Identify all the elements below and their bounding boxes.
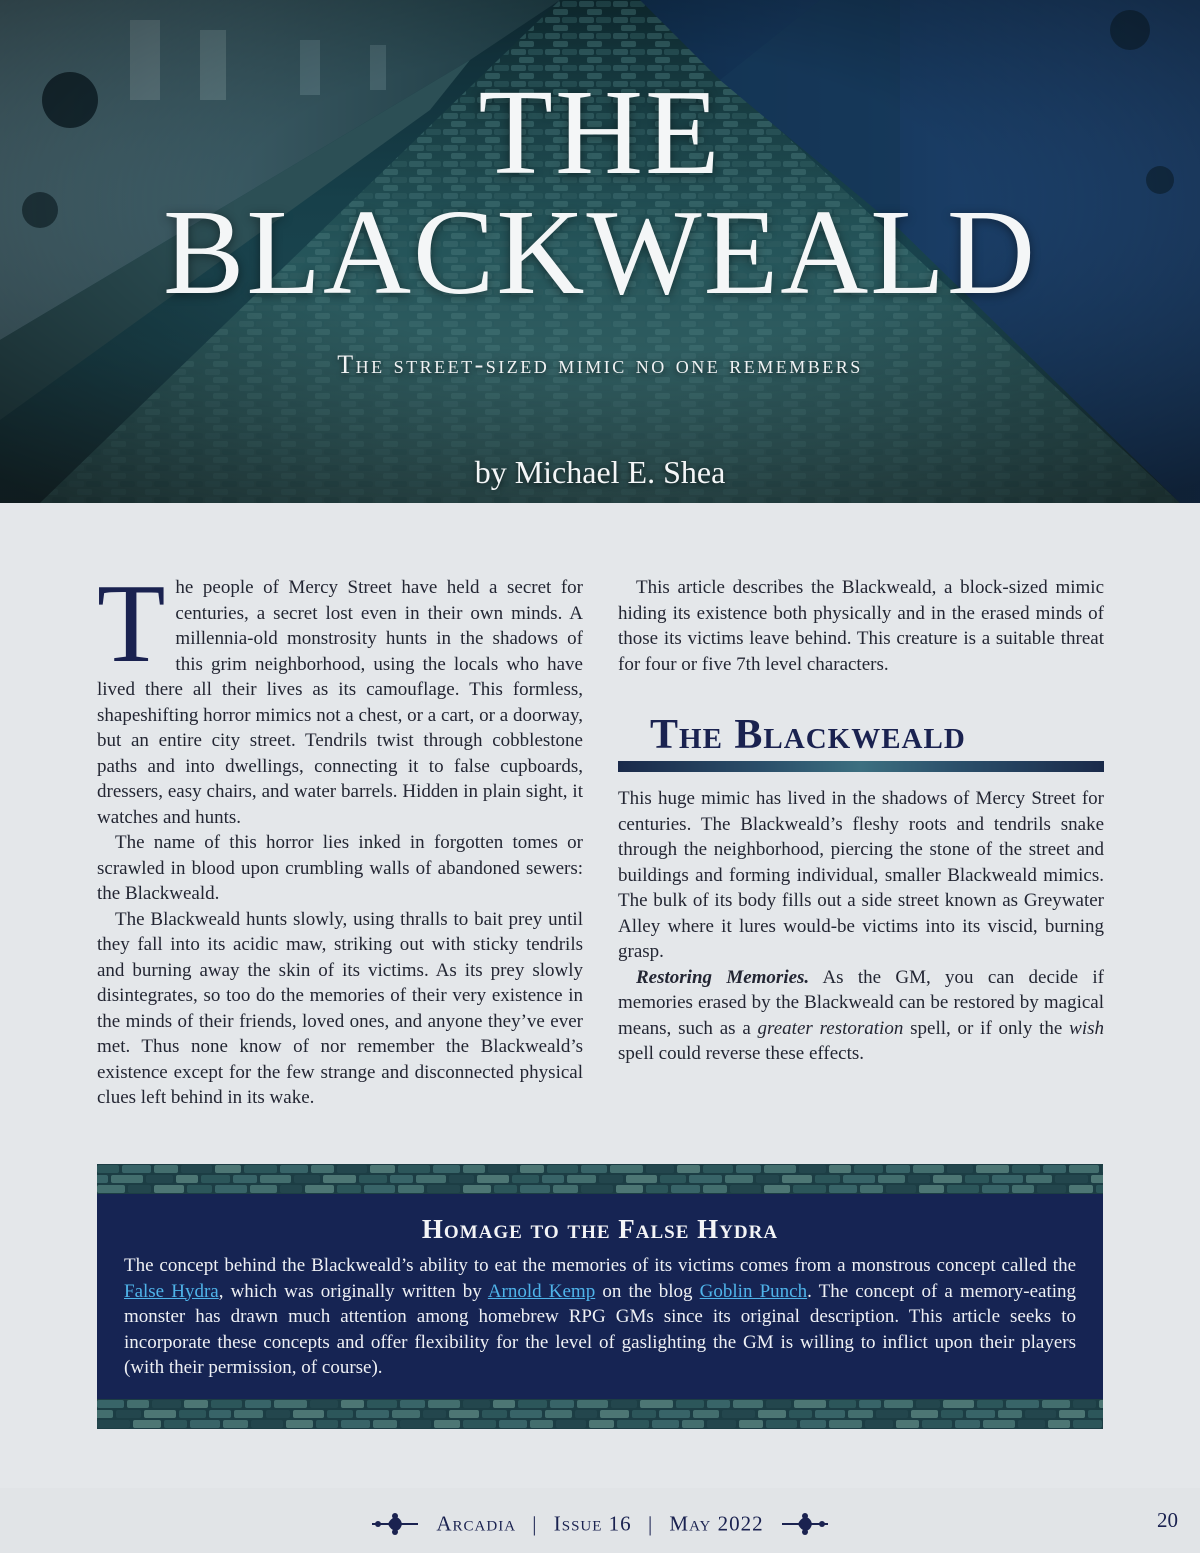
spell-greater-restoration: greater restoration (757, 1017, 904, 1039)
sidebar-box (97, 1164, 1103, 1429)
fleur-ornament-left-icon (370, 1511, 420, 1537)
link-false-hydra[interactable]: False Hydra (124, 1280, 219, 1302)
drop-cap: T (97, 562, 166, 686)
article-description: This article describes the Blackweald, a block-sized mimic hiding its existence both physically and in the erased minds of those its victims leave behind. This creature is a suitable threat for four or five 7th level characters. (618, 577, 1104, 675)
paragraph-hunting: The Blackweald hunts slowly, using thralls to bait prey until they fall into its acidic maw, striking out with sticky tendrils and burning away the skin of its victims. As its prey slowly disintegrates, so too do the memories of their very existence in the minds of their friends, loved ones, and anyone they’ve ever met. Thus none know of nor remember the Blackweald’s existence except for the few strange and disconnected physical clues left behind in its wake. (97, 908, 583, 1108)
fleur-ornament-right-icon (780, 1511, 830, 1537)
hero-banner (0, 0, 1200, 503)
page-footer (0, 1488, 1200, 1553)
section-heading: The Blackweald (650, 712, 966, 758)
magazine-name: Arcadia (436, 1511, 517, 1536)
issue-number: Issue 16 (553, 1511, 632, 1536)
stone-texture-bottom (97, 1399, 1103, 1429)
right-column (618, 575, 1104, 1067)
paragraph-restoring-memories (618, 965, 1104, 1067)
restoring-text-b: spell, or if only the (903, 1017, 1070, 1039)
restoring-text-c: spell could reverse these effects. (618, 1043, 865, 1064)
sidebar-text-4: . The concept of a memory-eating monster has drawn much attention among homebrew RPG GMs since its original description. This article seeks to incorporate these concepts and offer flexibility for the level of gaslighting the GM is willing to inflict upon their players (with their permission, of course). (124, 1280, 1077, 1378)
stone-texture-top (97, 1164, 1103, 1194)
page-number: 20 (1157, 1508, 1178, 1532)
issue-date: May 2022 (669, 1511, 764, 1536)
footer-info (0, 1510, 1200, 1537)
sidebar-text-3: on the blog (595, 1280, 700, 1302)
restoring-text-a: As the GM, you can decide if memories erased by the Blackweald can be restored by magical means, such as a (618, 966, 1105, 1039)
link-arnold-kemp[interactable]: Arnold Kemp (487, 1280, 596, 1302)
paragraph-mimic: This huge mimic has lived in the shadows of Mercy Street for centuries. The Blackweald’s fleshy roots and tendrils snake through the neighborhood, piercing the stone of the street and buildings and forming individual, smaller Blackweald mimics. The bulk of its body fills out a side street known as Greywater Alley where it lures would-be victims into its viscid, burning grasp. (618, 788, 1104, 962)
left-column (97, 562, 583, 1111)
spell-wish: wish (1069, 1017, 1104, 1039)
intro-text: he people of Mercy Street have held a secret for centuries, a secret lost even in their own minds. A millennia-old monstrosity hunts in the shadows of this grim neighborhood, using the locals who have lived there all their lives as its camouflage. This formless, shapeshifting horror mimics not a chest, or a cart, or a doorway, but an entire city street. Tendrils twist through cobblestone paths and into dwellings, connecting it to false cupboards, dressers, easy chairs, and water barrels. Hidden in plain sight, it watches and hunts. (97, 577, 583, 828)
subtitle: The street-sized mimic no one remembers (337, 350, 863, 379)
title-line-2: BLACKWEALD (163, 185, 1037, 320)
title-line-1: THE (478, 65, 722, 200)
intro-paragraph (97, 562, 583, 830)
sidebar-title: Homage to the False Hydra (421, 1214, 779, 1244)
byline: by Michael E. Shea (474, 454, 726, 490)
sidebar-text-1: The concept behind the Blackweald’s ability to eat the memories of its victims comes from a monstrous concept called the (124, 1255, 1076, 1276)
footer-separator: | (647, 1511, 654, 1536)
sidebar-text-2: , which was originally written by (218, 1280, 488, 1302)
footer-separator: | (532, 1511, 538, 1536)
paragraph-name: The name of this horror lies inked in forgotten tomes or scrawled in blood upon crumbling walls of abandoned sewers: the Blackweald. (97, 832, 583, 904)
heading-rule (618, 761, 1104, 772)
section-heading-block (618, 711, 1104, 772)
runin-heading: Restoring Memories. (636, 966, 810, 988)
sidebar-text (124, 1253, 1076, 1381)
link-goblin-punch[interactable]: Goblin Punch (699, 1280, 808, 1302)
